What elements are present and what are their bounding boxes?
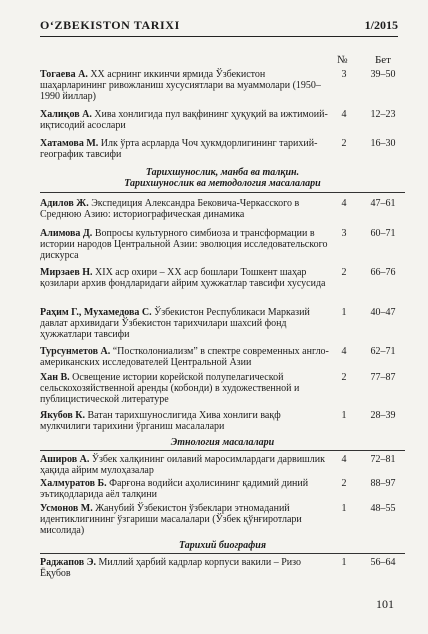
toc-entry — [40, 454, 330, 476]
entry-pages: 40–47 — [370, 307, 396, 318]
entry-author: Хан В. — [40, 372, 70, 383]
entry-pages: 62–71 — [370, 346, 396, 357]
entry-pages: 56–64 — [370, 557, 396, 568]
toc-entry — [40, 346, 330, 368]
issue-number: 1/2015 — [364, 18, 398, 32]
entry-title: Жанубий Ўзбекистон ўзбеклари этномаданий идентиклигининг ўзгариши масалалари (Ўзбек қўнғиротлари мисолида) — [40, 503, 302, 536]
issue-column-header: № — [337, 54, 348, 66]
toc-entry — [40, 228, 330, 261]
entry-author: Хатамова М. — [40, 138, 99, 149]
entry-pages: 88–97 — [370, 478, 396, 489]
toc-entry — [40, 267, 330, 289]
entry-pages: 60–71 — [370, 228, 396, 239]
entry-author: Тогаева А. — [40, 69, 88, 80]
entry-author: Турсунметов А. — [40, 346, 111, 357]
entry-title: Ўзбекистон Республикаси Марказий давлат архивидаги Ўзбекистон тарихчилари шахсий фонд ҳужжатлари тавсифи — [40, 307, 310, 340]
entry-author: Раджапов Э. — [40, 557, 96, 568]
toc-entry — [40, 557, 330, 579]
toc-entry — [40, 372, 330, 405]
entry-author: Якубов К. — [40, 410, 85, 421]
entry-title: Миллий ҳарбий кадрлар корпуси вакили – Ризо Ёқубов — [40, 557, 302, 579]
entry-author: Халиқов А. — [40, 109, 92, 120]
journal-title: O‘ZBEKISTON TARIXI — [40, 18, 180, 32]
entry-pages: 47–61 — [370, 198, 396, 209]
toc-entry — [40, 69, 330, 102]
entry-title: Хива хонлигида пул вақфининг ҳуқуқий ва ижтимоий-иқтисодий асослари — [40, 109, 328, 131]
section-heading-historiography — [40, 167, 405, 189]
entry-issue: 1 — [341, 410, 347, 421]
entry-author: Халмуратов Б. — [40, 478, 107, 489]
entry-issue: 2 — [341, 478, 347, 489]
entry-title: XX асрнинг иккинчи ярмида Ўзбекистон шаҳарларининг ривожланиш хусусиятлари ва муаммолари (1950–1990 йиллар) — [40, 69, 321, 102]
entry-issue: 4 — [341, 109, 347, 120]
running-header — [40, 18, 398, 37]
toc-entry — [40, 198, 330, 220]
entry-issue: 4 — [341, 454, 347, 465]
entry-title: Вопросы культурного симбиоза и трансформации в истории народов Центральной Азии: эволюция исследовательского дискурса — [40, 228, 328, 261]
entry-pages: 12–23 — [370, 109, 396, 120]
entry-author: Алимова Д. — [40, 228, 93, 239]
toc-entry — [40, 138, 330, 160]
entry-pages: 77–87 — [370, 372, 396, 383]
entry-pages: 16–30 — [370, 138, 396, 149]
pages-column-header: Бет — [374, 54, 391, 66]
entry-issue: 4 — [341, 198, 347, 209]
section-heading-ethnology: Этнология масалалари — [170, 437, 275, 448]
entry-pages: 48–55 — [370, 503, 396, 514]
entry-title: Экспедиция Александра Бековича-Черкасского в Среднюю Азию: историографическая динамика — [40, 198, 300, 220]
entry-title: Ўзбек халқининг оилавий маросимлардаги дарвишлик ҳақида айрим мулоҳазалар — [40, 454, 325, 476]
entry-author: Мирзаев Н. — [40, 267, 93, 278]
entry-title: Илк ўрта асрларда Чоч ҳукмдорлигининг тарихий-географик тавсифи — [40, 138, 318, 160]
entry-title: XIX аср охири – XX аср бошлари Тошкент шаҳар қозилари архив фондларидаги айрим ҳужжатлар тавсифи хусусида — [40, 267, 326, 289]
toc-entry — [40, 109, 330, 131]
entry-issue: 2 — [341, 372, 347, 383]
toc-entry — [40, 410, 330, 432]
entry-issue: 1 — [341, 503, 347, 514]
section-heading-biography: Тарихий биография — [178, 540, 267, 551]
entry-author: Адилов Ж. — [40, 198, 89, 209]
page-number: 101 — [376, 597, 394, 611]
entry-pages: 72–81 — [370, 454, 396, 465]
entry-title: “Постколониализм” в спектре современных англо-американских исследователей Центральной Азии — [40, 346, 329, 368]
entry-issue: 3 — [341, 228, 347, 239]
entry-issue: 3 — [341, 69, 347, 80]
entry-issue: 2 — [341, 138, 347, 149]
section-divider — [40, 192, 405, 193]
entry-title: Ватан тарихшунослигида Хива хонлиги вақф мулкчилиги тарихини ўрганиш масалалари — [40, 410, 281, 432]
entry-pages: 39–50 — [370, 69, 396, 80]
entry-issue: 2 — [341, 267, 347, 278]
section-heading-line: Тарихшунослик ва методология масалалари — [124, 178, 321, 189]
section-divider — [40, 553, 405, 554]
entry-pages: 66–76 — [370, 267, 396, 278]
entry-issue: 4 — [341, 346, 347, 357]
section-divider — [40, 450, 405, 451]
toc-entry — [40, 478, 330, 500]
entry-title: Фарғона водийси аҳолисининг қадимий диний эътиқодларида аёл талқини — [40, 478, 309, 500]
entry-author: Аширов А. — [40, 454, 90, 465]
entry-pages: 28–39 — [370, 410, 396, 421]
entry-author: Раҳим Г., Мухамедова С. — [40, 307, 152, 318]
entry-issue: 1 — [341, 307, 347, 318]
entry-title: Освещение истории корейской полупелагической сельскохозяйственной аренды (кобонди) в художественной и публицистической литературе — [40, 372, 300, 405]
entry-issue: 1 — [341, 557, 347, 568]
toc-entry — [40, 503, 330, 536]
toc-entry — [40, 307, 330, 340]
entry-author: Усмонов М. — [40, 503, 93, 514]
section-heading-line: Тарихшунослик, манба ва талқин. — [145, 167, 300, 178]
